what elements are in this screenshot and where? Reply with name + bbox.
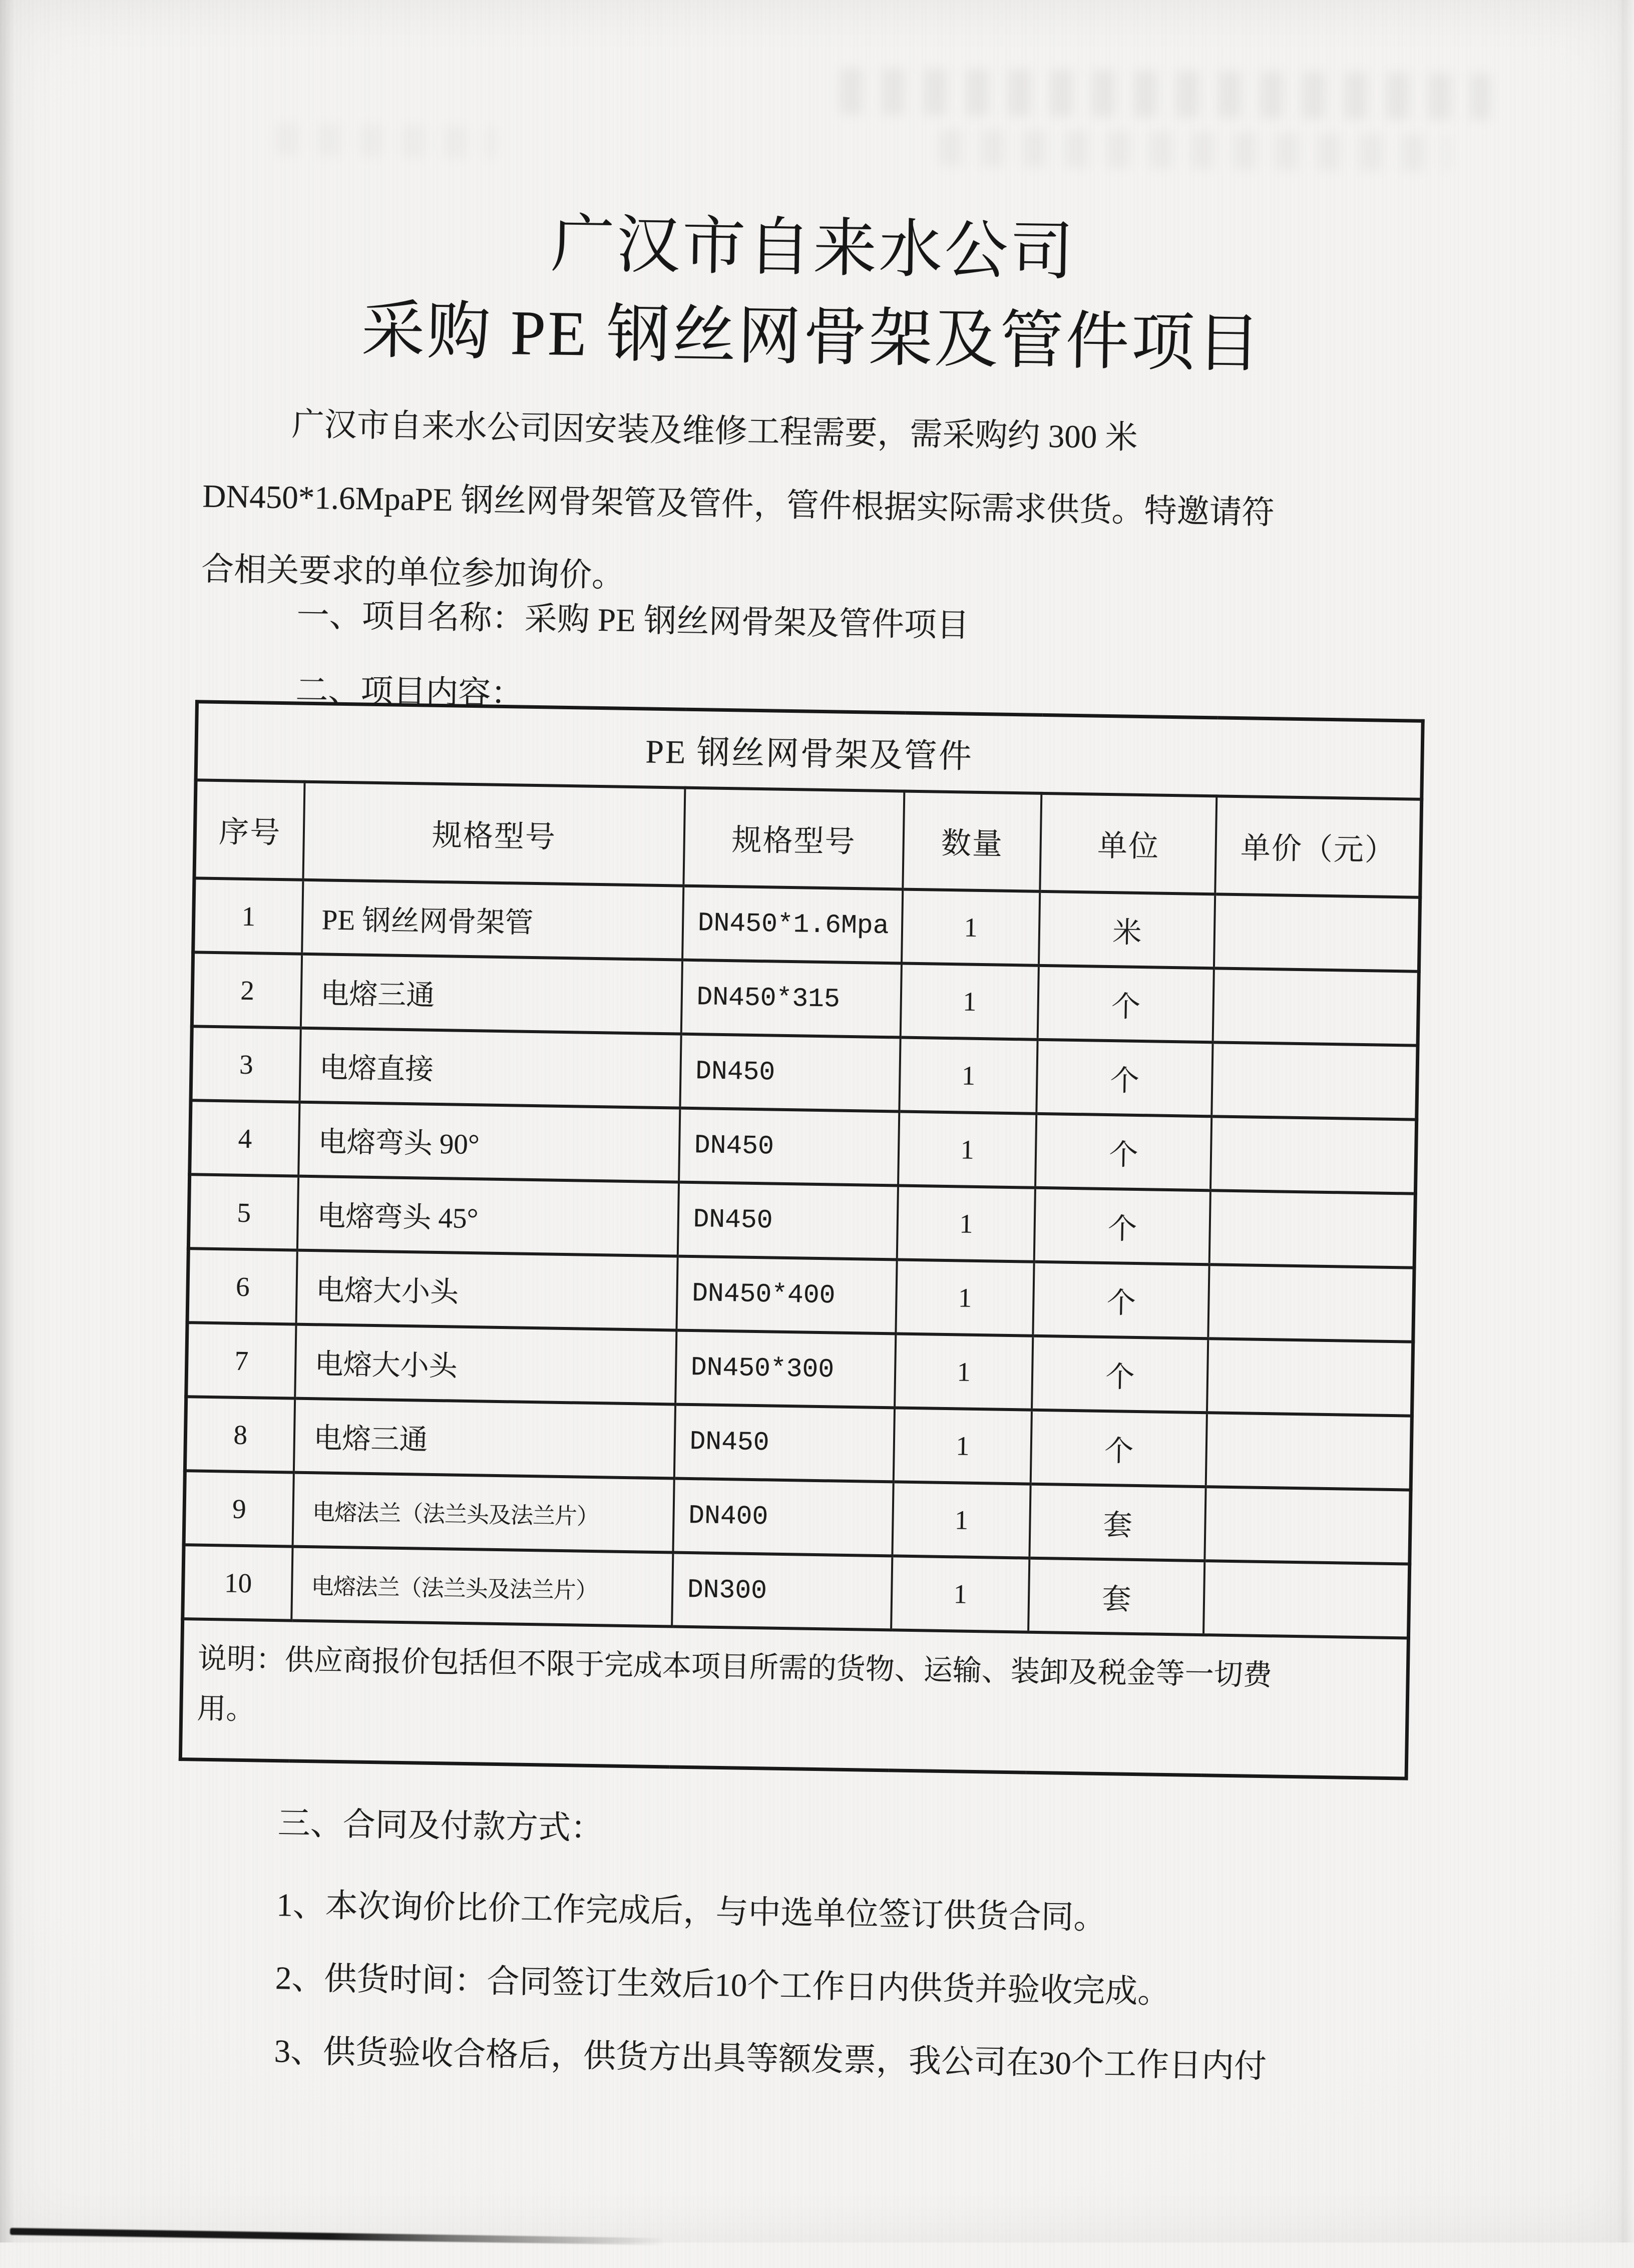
intro-line: 广汉市自来水公司因安装及维修工程需要，需采购约 300 米 xyxy=(291,406,1138,456)
item-price xyxy=(1207,1338,1413,1416)
item-qty: 1 xyxy=(894,1408,1032,1484)
item-price xyxy=(1203,1561,1409,1638)
item-price xyxy=(1206,1413,1412,1490)
row-no: 8 xyxy=(185,1397,295,1472)
terms-list xyxy=(274,1869,1270,2103)
bleedthrough-smudge xyxy=(939,129,1450,172)
row-no: 4 xyxy=(190,1100,300,1176)
item-unit: 个 xyxy=(1037,1040,1213,1116)
item-spec: DN450*315 xyxy=(681,960,902,1038)
item-qty: 1 xyxy=(891,1556,1030,1632)
col-header-3: 数量 xyxy=(903,791,1041,891)
item-spec: DN450 xyxy=(679,1108,900,1186)
section-contract-payment: 三、合同及付款方式： xyxy=(277,1805,604,1847)
note-line: 用。 xyxy=(196,1692,255,1726)
table-header-row xyxy=(194,780,1422,897)
bleedthrough-smudge xyxy=(275,123,496,159)
item-spec: DN450*400 xyxy=(676,1256,897,1334)
item-name: 电熔法兰（法兰头及法兰片） xyxy=(292,1547,673,1627)
item-name: 电熔大小头 xyxy=(295,1324,676,1405)
section-project-content: 二、项目内容： xyxy=(295,672,524,712)
item-name: 电熔三通 xyxy=(294,1399,675,1479)
item-unit: 个 xyxy=(1033,1262,1209,1338)
item-spec: DN400 xyxy=(673,1479,894,1556)
item-unit: 个 xyxy=(1034,1188,1210,1264)
item-name: 电熔三通 xyxy=(301,954,682,1034)
item-price xyxy=(1208,1264,1414,1341)
item-name: 电熔大小头 xyxy=(296,1250,677,1330)
item-qty: 1 xyxy=(897,1185,1036,1261)
item-spec: DN450*300 xyxy=(675,1330,896,1408)
term-line: 2、供货时间：合同签订生效后10个工作日内供货并验收完成。 xyxy=(275,1960,1170,2011)
item-unit: 套 xyxy=(1028,1558,1204,1635)
item-qty: 1 xyxy=(892,1482,1031,1558)
item-price xyxy=(1214,894,1420,971)
item-price xyxy=(1212,1042,1418,1119)
item-price xyxy=(1213,968,1419,1045)
item-price xyxy=(1210,1116,1416,1193)
item-spec: DN300 xyxy=(672,1552,893,1630)
doc-title-company: 广汉市自来水公司 xyxy=(550,209,1076,288)
col-header-0: 序号 xyxy=(194,780,305,879)
row-no: 1 xyxy=(193,878,303,954)
col-header-5: 单价（元） xyxy=(1215,796,1422,897)
col-header-4: 单位 xyxy=(1040,793,1217,894)
item-name: 电熔弯头 90° xyxy=(299,1102,680,1182)
item-unit: 套 xyxy=(1030,1484,1206,1561)
row-no: 5 xyxy=(188,1174,298,1250)
section-project-name: 一、项目名称：采购 PE 钢丝网骨架及管件项目 xyxy=(296,597,970,644)
item-price xyxy=(1209,1190,1415,1267)
doc-title-project: 采购 PE 钢丝网骨架及管件项目 xyxy=(360,295,1263,380)
item-name: 电熔直接 xyxy=(300,1028,681,1108)
item-qty: 1 xyxy=(898,1111,1037,1187)
table-note xyxy=(197,1634,1392,1752)
item-spec: DN450*1.6Mpa xyxy=(682,886,903,964)
row-no: 10 xyxy=(183,1545,293,1620)
item-spec: DN450 xyxy=(674,1405,895,1482)
col-header-1: 规格型号 xyxy=(303,782,685,886)
item-unit: 个 xyxy=(1038,966,1214,1042)
item-price xyxy=(1205,1487,1411,1564)
item-unit: 个 xyxy=(1032,1336,1208,1413)
intro-line: 合相关要求的单位参加询价。 xyxy=(201,551,625,594)
term-line: 3、供货验收合格后，供货方出具等额发票，我公司在30个工作日内付 xyxy=(274,2033,1267,2085)
table-title: PE 钢丝网骨架及管件 xyxy=(196,702,1423,799)
col-header-2: 规格型号 xyxy=(683,788,904,889)
item-spec: DN450 xyxy=(677,1182,898,1260)
bleedthrough-smudge xyxy=(840,68,1491,120)
item-unit: 米 xyxy=(1039,891,1215,968)
item-name: 电熔法兰（法兰头及法兰片） xyxy=(293,1473,674,1553)
item-qty: 1 xyxy=(895,1333,1033,1410)
row-no: 6 xyxy=(187,1248,297,1324)
item-qty: 1 xyxy=(896,1259,1034,1335)
row-no: 7 xyxy=(186,1322,296,1398)
item-qty: 1 xyxy=(901,964,1039,1040)
item-qty: 1 xyxy=(899,1038,1038,1114)
item-unit: 个 xyxy=(1031,1410,1207,1487)
item-spec: DN450 xyxy=(680,1034,901,1112)
items-table xyxy=(179,700,1425,1780)
item-qty: 1 xyxy=(902,889,1040,966)
table-note-row xyxy=(180,1619,1408,1778)
term-line: 1、本次询价比价工作完成后，与中选单位签订供货合同。 xyxy=(276,1887,1107,1937)
row-no: 2 xyxy=(192,952,302,1028)
item-unit: 个 xyxy=(1035,1114,1211,1190)
item-name: PE 钢丝网骨架管 xyxy=(302,880,683,960)
intro-line: DN450*1.6MpaPE 钢丝网骨架管及管件，管件根据实际需求供货。特邀请符 xyxy=(202,478,1275,532)
note-line: 说明：供应商报价包括但不限于完成本项目所需的货物、运输、装卸及税金等一切费 xyxy=(197,1642,1273,1692)
row-no: 9 xyxy=(184,1471,294,1546)
paper-bottom-edge xyxy=(10,2228,771,2247)
item-name: 电熔弯头 45° xyxy=(297,1176,678,1256)
row-no: 3 xyxy=(191,1026,301,1102)
